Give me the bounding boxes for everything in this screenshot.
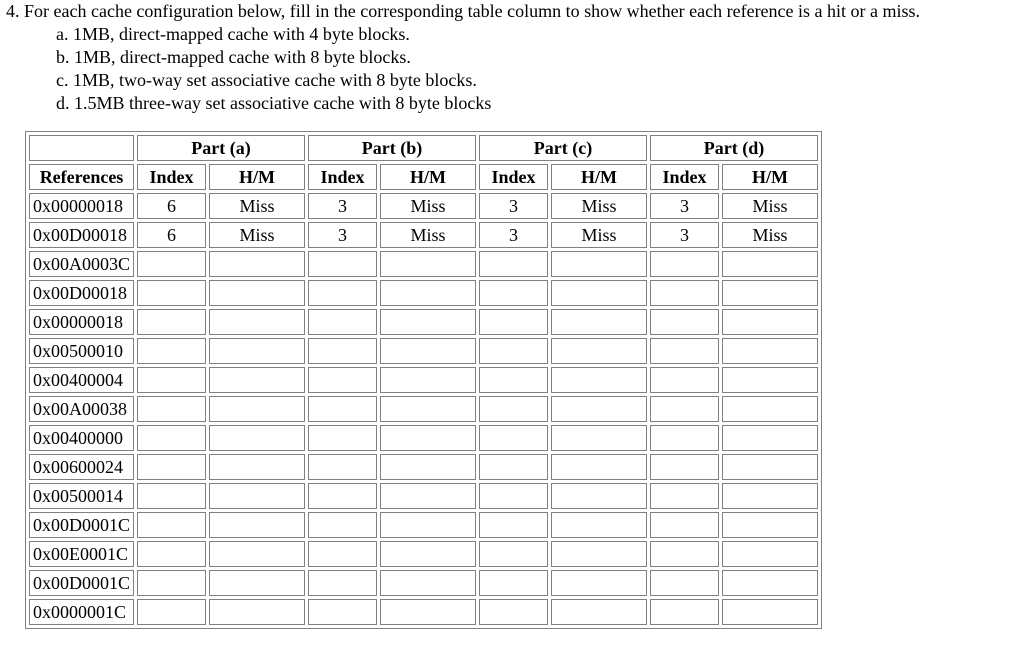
index-a-cell[interactable]: 6 (137, 222, 206, 248)
hm-d-cell[interactable] (722, 599, 818, 625)
index-b-cell[interactable] (308, 309, 377, 335)
index-d-cell[interactable] (650, 425, 719, 451)
table-row (29, 280, 818, 306)
hm-c-cell[interactable] (551, 251, 647, 277)
table-row (29, 309, 818, 335)
hm-b-cell[interactable] (380, 425, 476, 451)
reference-cell: 0x00000018 (29, 309, 134, 335)
references-header: References (29, 164, 134, 190)
index-c-cell[interactable] (479, 396, 548, 422)
index-d-cell[interactable] (650, 454, 719, 480)
hm-b-cell[interactable] (380, 251, 476, 277)
index-b-cell[interactable] (308, 338, 377, 364)
empty-corner-cell (29, 135, 134, 161)
hm-d-cell[interactable] (722, 396, 818, 422)
index-b-cell[interactable] (308, 454, 377, 480)
hm-c-cell[interactable] (551, 396, 647, 422)
hm-a-cell[interactable]: Miss (209, 222, 305, 248)
hm-b-cell[interactable] (380, 570, 476, 596)
question-title: 4. For each cache configuration below, fill in the corresponding table column to show whether each reference is a hit or a miss. (6, 1, 921, 21)
hm-a-cell[interactable] (209, 396, 305, 422)
reference-cell: 0x0000001C (29, 599, 134, 625)
hm-d-cell[interactable] (722, 512, 818, 538)
table-row (29, 251, 818, 277)
part-a-header: Part (a) (137, 135, 305, 161)
hm-c-cell[interactable] (551, 454, 647, 480)
cache-table (25, 131, 822, 629)
hm-a-cell[interactable] (209, 251, 305, 277)
index-b-cell[interactable] (308, 396, 377, 422)
index-c-cell[interactable] (479, 280, 548, 306)
index-d-cell[interactable]: 3 (650, 222, 719, 248)
index-a-cell[interactable] (137, 512, 206, 538)
part-b-header: Part (b) (308, 135, 476, 161)
hm-a-cell[interactable]: Miss (209, 193, 305, 219)
index-d-cell[interactable] (650, 512, 719, 538)
hm-c-cell[interactable]: Miss (551, 222, 647, 248)
hm-b-cell[interactable] (380, 483, 476, 509)
hm-d-cell[interactable] (722, 541, 818, 567)
index-a-cell[interactable] (137, 541, 206, 567)
reference-cell: 0x00D00018 (29, 222, 134, 248)
index-d-cell[interactable] (650, 309, 719, 335)
index-b-cell[interactable] (308, 251, 377, 277)
hm-c-cell[interactable] (551, 599, 647, 625)
index-c-cell[interactable] (479, 309, 548, 335)
hm-b-cell[interactable] (380, 541, 476, 567)
index-c-cell[interactable] (479, 483, 548, 509)
hm-a-cell[interactable] (209, 570, 305, 596)
hm-c-cell[interactable] (551, 541, 647, 567)
hm-a-cell[interactable] (209, 367, 305, 393)
reference-cell: 0x00D00018 (29, 280, 134, 306)
hm-d-cell[interactable] (722, 251, 818, 277)
hm-b-cell[interactable] (380, 338, 476, 364)
reference-cell: 0x00400004 (29, 367, 134, 393)
index-d-cell[interactable] (650, 367, 719, 393)
column-header-row (29, 164, 818, 190)
index-a-cell[interactable] (137, 599, 206, 625)
index-a-cell[interactable] (137, 338, 206, 364)
hm-c-cell[interactable] (551, 425, 647, 451)
table-row (29, 512, 818, 538)
index-a-cell[interactable] (137, 309, 206, 335)
part-header-row (29, 135, 818, 161)
index-b-cell[interactable] (308, 512, 377, 538)
hm-c-cell[interactable] (551, 570, 647, 596)
index-a-cell[interactable] (137, 425, 206, 451)
reference-cell: 0x00E0001C (29, 541, 134, 567)
index-a-cell[interactable] (137, 251, 206, 277)
hm-d-cell[interactable] (722, 338, 818, 364)
hm-c-cell[interactable] (551, 280, 647, 306)
hm-b-cell[interactable] (380, 599, 476, 625)
hm-header-c: H/M (551, 164, 647, 190)
table-row (29, 570, 818, 596)
reference-cell: 0x00D0001C (29, 512, 134, 538)
hm-c-cell[interactable] (551, 367, 647, 393)
hm-d-cell[interactable] (722, 483, 818, 509)
hm-header-b: H/M (380, 164, 476, 190)
index-header-c: Index (479, 164, 548, 190)
hm-d-cell[interactable] (722, 425, 818, 451)
hm-c-cell[interactable] (551, 338, 647, 364)
hm-b-cell[interactable] (380, 396, 476, 422)
reference-cell: 0x00000018 (29, 193, 134, 219)
index-b-cell[interactable] (308, 541, 377, 567)
hm-d-cell[interactable] (722, 570, 818, 596)
index-c-cell[interactable] (479, 425, 548, 451)
reference-cell: 0x00500010 (29, 338, 134, 364)
option-c: c. 1MB, two-way set associative cache with 8 byte blocks. (56, 70, 477, 90)
index-b-cell[interactable]: 3 (308, 193, 377, 219)
hm-a-cell[interactable] (209, 338, 305, 364)
option-b: b. 1MB, direct-mapped cache with 8 byte blocks. (56, 47, 411, 67)
index-c-cell[interactable] (479, 251, 548, 277)
index-b-cell[interactable]: 3 (308, 222, 377, 248)
hm-header-a: H/M (209, 164, 305, 190)
reference-cell: 0x00D0001C (29, 570, 134, 596)
table-row (29, 483, 818, 509)
index-c-cell[interactable]: 3 (479, 193, 548, 219)
index-c-cell[interactable] (479, 570, 548, 596)
index-d-cell[interactable] (650, 483, 719, 509)
table-row (29, 425, 818, 451)
hm-b-cell[interactable] (380, 309, 476, 335)
hm-b-cell[interactable]: Miss (380, 193, 476, 219)
index-b-cell[interactable] (308, 570, 377, 596)
table-row (29, 541, 818, 567)
hm-header-d: H/M (722, 164, 818, 190)
hm-d-cell[interactable] (722, 454, 818, 480)
hm-b-cell[interactable] (380, 454, 476, 480)
index-a-cell[interactable]: 6 (137, 193, 206, 219)
index-a-cell[interactable] (137, 454, 206, 480)
reference-cell: 0x00400000 (29, 425, 134, 451)
index-a-cell[interactable] (137, 367, 206, 393)
hm-b-cell[interactable] (380, 367, 476, 393)
hm-d-cell[interactable]: Miss (722, 222, 818, 248)
hm-d-cell[interactable] (722, 280, 818, 306)
reference-cell: 0x00A0003C (29, 251, 134, 277)
hm-b-cell[interactable] (380, 280, 476, 306)
index-b-cell[interactable] (308, 425, 377, 451)
index-d-cell[interactable] (650, 280, 719, 306)
reference-cell: 0x00A00038 (29, 396, 134, 422)
question-block (6, 0, 920, 115)
index-d-cell[interactable] (650, 251, 719, 277)
reference-cell: 0x00500014 (29, 483, 134, 509)
index-d-cell[interactable] (650, 599, 719, 625)
index-c-cell[interactable] (479, 599, 548, 625)
index-b-cell[interactable] (308, 367, 377, 393)
hm-d-cell[interactable] (722, 367, 818, 393)
hm-a-cell[interactable] (209, 280, 305, 306)
table-row (29, 396, 818, 422)
index-a-cell[interactable] (137, 280, 206, 306)
hm-a-cell[interactable] (209, 425, 305, 451)
index-a-cell[interactable] (137, 396, 206, 422)
index-c-cell[interactable] (479, 454, 548, 480)
hm-a-cell[interactable] (209, 309, 305, 335)
index-b-cell[interactable] (308, 280, 377, 306)
hm-a-cell[interactable] (209, 483, 305, 509)
hm-c-cell[interactable]: Miss (551, 193, 647, 219)
index-c-cell[interactable]: 3 (479, 222, 548, 248)
hm-d-cell[interactable] (722, 309, 818, 335)
table-row (29, 222, 818, 248)
reference-cell: 0x00600024 (29, 454, 134, 480)
index-header-a: Index (137, 164, 206, 190)
index-d-cell[interactable]: 3 (650, 193, 719, 219)
index-header-d: Index (650, 164, 719, 190)
hm-a-cell[interactable] (209, 454, 305, 480)
index-d-cell[interactable] (650, 396, 719, 422)
index-b-cell[interactable] (308, 483, 377, 509)
table-row (29, 338, 818, 364)
index-c-cell[interactable] (479, 512, 548, 538)
hm-a-cell[interactable] (209, 599, 305, 625)
hm-c-cell[interactable] (551, 309, 647, 335)
part-c-header: Part (c) (479, 135, 647, 161)
index-c-cell[interactable] (479, 338, 548, 364)
table-row (29, 599, 818, 625)
index-d-cell[interactable] (650, 541, 719, 567)
option-d: d. 1.5MB three-way set associative cache with 8 byte blocks (56, 93, 492, 113)
index-a-cell[interactable] (137, 570, 206, 596)
index-b-cell[interactable] (308, 599, 377, 625)
table-row (29, 454, 818, 480)
index-a-cell[interactable] (137, 483, 206, 509)
index-d-cell[interactable] (650, 570, 719, 596)
part-d-header: Part (d) (650, 135, 818, 161)
hm-c-cell[interactable] (551, 483, 647, 509)
hm-d-cell[interactable]: Miss (722, 193, 818, 219)
index-c-cell[interactable] (479, 367, 548, 393)
index-header-b: Index (308, 164, 377, 190)
index-c-cell[interactable] (479, 541, 548, 567)
hm-a-cell[interactable] (209, 512, 305, 538)
index-d-cell[interactable] (650, 338, 719, 364)
table-row (29, 193, 818, 219)
hm-b-cell[interactable]: Miss (380, 222, 476, 248)
hm-b-cell[interactable] (380, 512, 476, 538)
option-a: a. 1MB, direct-mapped cache with 4 byte blocks. (56, 24, 410, 44)
table-row (29, 367, 818, 393)
hm-a-cell[interactable] (209, 541, 305, 567)
hm-c-cell[interactable] (551, 512, 647, 538)
